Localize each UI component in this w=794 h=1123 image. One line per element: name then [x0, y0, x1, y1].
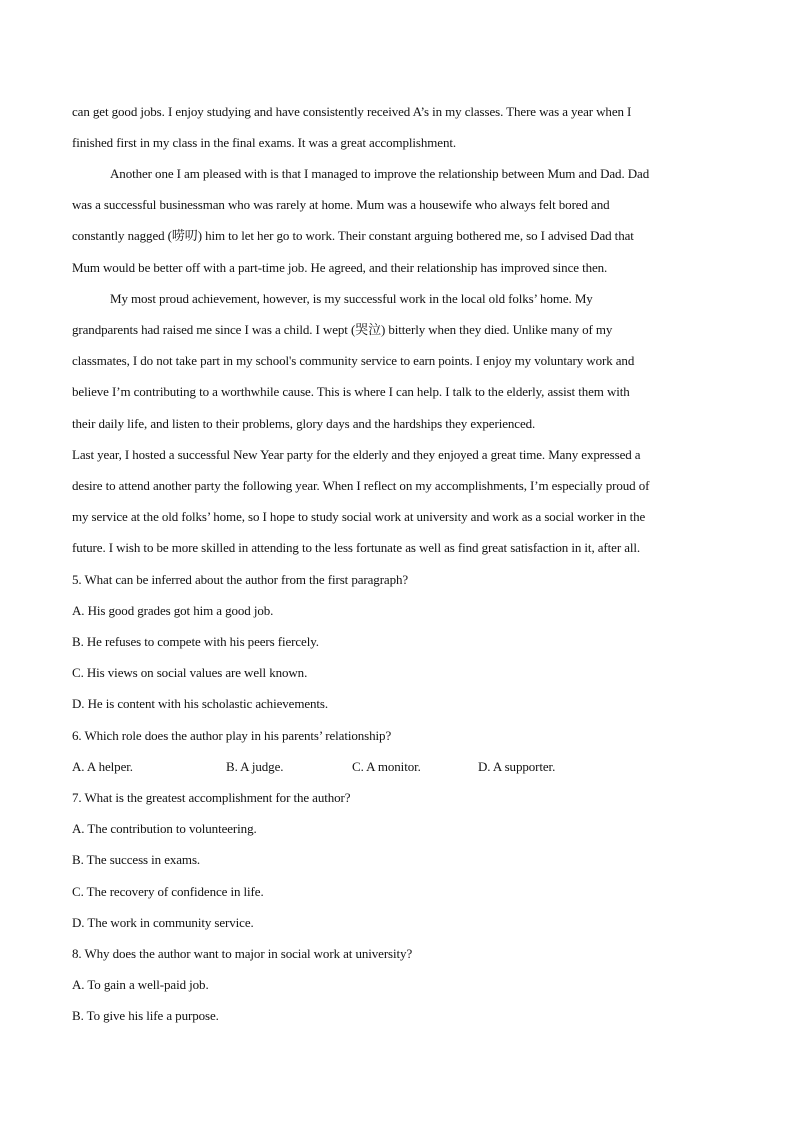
passage-line: was a successful businessman who was rarely at home. Mum was a housewife who always felt bored and	[72, 197, 610, 212]
question-stem: 5. What can be inferred about the author from the first paragraph?	[72, 572, 409, 587]
passage-line: desire to attend another party the following year. When I reflect on my accomplishments, I’m especially proud of	[72, 478, 650, 493]
passage-line: finished first in my class in the final exams. It was a great accomplishment.	[72, 135, 457, 150]
passage-line: my service at the old folks’ home, so I hope to study social work at university and work as a social worker in the	[72, 509, 646, 524]
passage-line: Last year, I hosted a successful New Year party for the elderly and they enjoyed a great time. Many expressed a	[72, 447, 641, 462]
passage-line: constantly nagged (唠叨) him to let her go to work. Their constant arguing bothered me, so I advised Dad that	[72, 228, 634, 243]
passage-line: classmates, I do not take part in my school's community service to earn points. I enjoy my voluntary work and	[72, 353, 635, 368]
question-stem: 7. What is the greatest accomplishment for the author?	[72, 790, 351, 805]
passage-line: their daily life, and listen to their problems, glory days and the hardships they experienced.	[72, 416, 536, 431]
option-a: A. His good grades got him a good job.	[72, 603, 274, 618]
option-d: D. A supporter.	[478, 759, 556, 774]
passage-line: believe I’m contributing to a worthwhile cause. This is where I can help. I talk to the elderly, assist them with	[72, 384, 630, 399]
question-stem: 6. Which role does the author play in his parents’ relationship?	[72, 728, 392, 743]
option-b: B. The success in exams.	[72, 852, 201, 867]
question-stem: 8. Why does the author want to major in social work at university?	[72, 946, 413, 961]
passage-line: grandparents had raised me since I was a child. I wept (哭泣) bitterly when they died. Unlike many of my	[72, 322, 613, 337]
passage-line: Mum would be better off with a part-time job. He agreed, and their relationship has improved since then.	[72, 260, 608, 275]
option-c: C. His views on social values are well known.	[72, 665, 308, 680]
passage-line: Another one I am pleased with is that I managed to improve the relationship between Mum and Dad. Dad	[110, 166, 650, 181]
option-b: B. To give his life a purpose.	[72, 1008, 219, 1023]
option-b: B. He refuses to compete with his peers fiercely.	[72, 634, 319, 649]
option-d: D. He is content with his scholastic achievements.	[72, 696, 329, 711]
option-d: D. The work in community service.	[72, 915, 254, 930]
option-c: C. The recovery of confidence in life.	[72, 884, 264, 899]
option-a: A. A helper.	[72, 759, 133, 774]
option-a: A. To gain a well-paid job.	[72, 977, 209, 992]
passage-line: My most proud achievement, however, is my successful work in the local old folks’ home. My	[110, 291, 593, 306]
option-a: A. The contribution to volunteering.	[72, 821, 257, 836]
passage-line: future. I wish to be more skilled in attending to the less fortunate as well as find great satisfaction in it, after all.	[72, 540, 641, 555]
option-b: B. A judge.	[226, 759, 284, 774]
passage-line: can get good jobs. I enjoy studying and have consistently received A’s in my classes. There was a year when I	[72, 104, 632, 119]
option-c: C. A monitor.	[352, 759, 421, 774]
